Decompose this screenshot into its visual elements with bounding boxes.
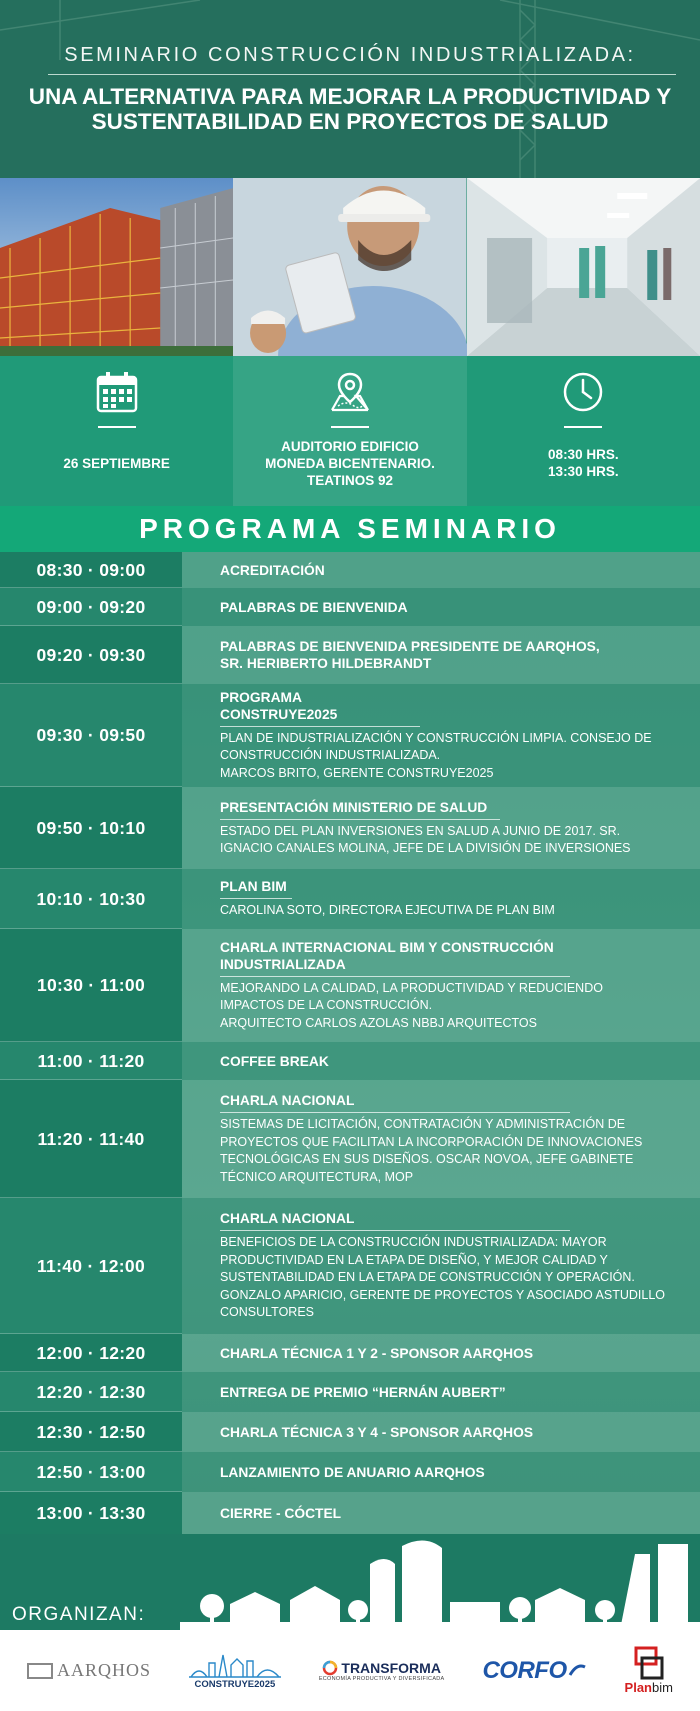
schedule-time: 12:30 · 12:50: [0, 1412, 182, 1452]
event-time-cell: [467, 356, 700, 506]
organizers-label: ORGANIZAN:: [12, 1604, 146, 1625]
calendar-icon: [95, 370, 139, 414]
event-venue-cell: [233, 356, 466, 506]
schedule-row: [0, 1198, 700, 1334]
schedule-description: BENEFICIOS DE LA CONSTRUCCIÓN INDUSTRIALIZADA: MAYOR PRODUCTIVIDAD EN LA ETAPA DE DISEÑO, Y MEJOR CALIDAD Y SUSTENTABILIDAD EN LA ETAPA DE CONSTRUCCIÓN Y OPERACIÓN. GONZALO APARICIO, GERENTE DE PROYECTOS Y ASOCIADO ASTUDILLO CONSULTORES: [220, 1235, 666, 1320]
schedule-description: ESTADO DEL PLAN INVERSIONES EN SALUD A JUNIO DE 2017. SR. IGNACIO CANALES MOLINA, JEFE DE LA DIVISIÓN DE INVERSIONES: [220, 823, 631, 855]
corfo-logo: CORFO: [482, 1657, 586, 1685]
clock-icon: [561, 370, 605, 414]
transforma-logo: TRANSFORMA ECONOMÍA PRODUCTIVA Y DIVERSIFICADA: [318, 1659, 445, 1682]
hospital-corridor-photo: [467, 178, 700, 356]
seminar-kicker: SEMINARIO CONSTRUCCIÓN INDUSTRIALIZADA:: [64, 44, 636, 66]
seminar-title-line-2: SUSTENTABILIDAD EN PROYECTOS DE SALUD: [91, 109, 609, 134]
schedule-time: 12:50 · 13:00: [0, 1452, 182, 1492]
schedule-description: PLAN DE INDUSTRIALIZACIÓN Y CONSTRUCCIÓN LIMPIA. CONSEJO DE CONSTRUCCIÓN INDUSTRIALIZADA. MARCOS BRITO, GERENTE CONSTRUYE2025: [220, 730, 652, 780]
aarqhos-mark-icon: [27, 1663, 53, 1679]
schedule-row: [0, 684, 700, 787]
schedule-time: 11:40 · 12:00: [0, 1198, 182, 1334]
program-title: PROGRAMA SEMINARIO: [0, 506, 700, 552]
planbim-mark-icon: [633, 1646, 665, 1680]
schedule-title: LANZAMIENTO DE ANUARIO AARQHOS: [220, 1464, 485, 1480]
construye2025-logo: CONSTRUYE2025: [189, 1651, 281, 1690]
schedule-row: [0, 869, 700, 929]
schedule-title: PALABRAS DE BIENVENIDA: [220, 599, 408, 615]
planbim-logo: Planbim: [625, 1646, 673, 1695]
schedule-time: 09:30 · 09:50: [0, 684, 182, 787]
schedule-description: MEJORANDO LA CALIDAD, LA PRODUCTIVIDAD Y REDUCIENDO IMPACTOS DE LA CONSTRUCCIÓN. ARQUITECTO CARLOS AZOLAS NBBJ ARQUITECTOS: [220, 980, 603, 1030]
schedule-title: COFFEE BREAK: [220, 1053, 329, 1069]
date-divider: [98, 426, 136, 428]
event-info-bar: [0, 356, 700, 506]
schedule-title: ENTREGA DE PREMIO “HERNÁN AUBERT”: [220, 1384, 506, 1400]
schedule-row: [0, 787, 700, 869]
schedule-title: CHARLA TÉCNICA 3 Y 4 - SPONSOR AARQHOS: [220, 1424, 534, 1440]
start-time: 08:30 HRS.: [548, 447, 619, 462]
schedule-title: ACREDITACIÓN: [220, 562, 325, 578]
schedule-title: CHARLA NACIONAL: [220, 1092, 570, 1113]
aarqhos-logo: AARQHOS: [27, 1660, 151, 1681]
corfo-swoosh-icon: [567, 1661, 587, 1681]
schedule-title: PALABRAS DE BIENVENIDA PRESIDENTE DE AARQHOS,: [220, 639, 600, 654]
engineer-with-tablet-photo: [233, 178, 466, 356]
venue-divider: [331, 426, 369, 428]
map-pin-icon: [328, 370, 372, 414]
schedule-row: [0, 1080, 700, 1198]
schedule-row: [0, 1412, 700, 1452]
schedule-time: 11:20 · 11:40: [0, 1080, 182, 1198]
header-divider: [48, 74, 676, 75]
schedule-title: CHARLA NACIONAL: [220, 1210, 570, 1231]
schedule-row: [0, 588, 700, 626]
organizer-logos: [0, 1630, 700, 1711]
venue-line-3: TEATINOS 92: [306, 473, 393, 488]
schedule-row: [0, 1334, 700, 1372]
schedule-title: PLAN BIM: [220, 878, 292, 899]
schedule-row: [0, 626, 700, 684]
schedule-title: CHARLA TÉCNICA 1 Y 2 - SPONSOR AARQHOS: [220, 1345, 534, 1361]
schedule-title: CIERRE - CÓCTEL: [220, 1505, 342, 1521]
schedule-row: [0, 929, 700, 1042]
end-time: 13:30 HRS.: [548, 464, 619, 479]
schedule-description: SISTEMAS DE LICITACIÓN, CONTRATACIÓN Y ADMINISTRACIÓN DE PROYECTOS QUE FACILITAN LA INCORPORACIÓN DE INNOVACIONES TECNOLÓGICAS EN SUS DISEÑOS. OSCAR NOVOA, JEFE GABINETE TÉCNICO ARQUITECTURA, MOP: [220, 1117, 643, 1184]
transforma-ring-icon: [322, 1660, 338, 1676]
venue-line-2: MONEDA BICENTENARIO.: [265, 456, 435, 471]
event-venue: [237, 438, 462, 489]
schedule-time: 09:00 · 09:20: [0, 588, 182, 626]
program-schedule: [0, 552, 700, 1534]
schedule-row: [0, 1372, 700, 1412]
schedule-row: [0, 1492, 700, 1534]
event-date-cell: [0, 356, 233, 506]
building-structure-photo: [0, 178, 233, 356]
organizers-area: [0, 1534, 700, 1630]
schedule-time: 09:50 · 10:10: [0, 787, 182, 869]
schedule-description: CAROLINA SOTO, DIRECTORA EJECUTIVA DE PLAN BIM: [220, 903, 555, 918]
schedule-time: 12:20 · 12:30: [0, 1372, 182, 1412]
city-skyline-illustration: [180, 1534, 700, 1630]
schedule-time: 09:20 · 09:30: [0, 626, 182, 684]
schedule-time: 10:10 · 10:30: [0, 869, 182, 929]
schedule-time: 13:00 · 13:30: [0, 1492, 182, 1534]
event-time: [471, 446, 696, 480]
header: [0, 0, 700, 178]
time-divider: [564, 426, 602, 428]
seminar-title-line-1: UNA ALTERNATIVA PARA MEJORAR LA PRODUCTIVIDAD Y: [28, 84, 672, 109]
schedule-time: 10:30 · 11:00: [0, 929, 182, 1042]
schedule-time: 08:30 · 09:00: [0, 552, 182, 588]
schedule-row: [0, 1042, 700, 1080]
schedule-title: PRESENTACIÓN MINISTERIO DE SALUD: [220, 799, 500, 820]
photo-strip: [0, 178, 700, 356]
schedule-title: PROGRAMA CONSTRUYE2025: [220, 689, 420, 727]
schedule-time: 12:00 · 12:20: [0, 1334, 182, 1372]
seminar-title: [10, 84, 690, 134]
schedule-title: CHARLA INTERNACIONAL BIM Y CONSTRUCCIÓN: [220, 939, 554, 955]
schedule-title-line-2: SR. HERIBERTO HILDEBRANDT: [220, 656, 432, 671]
schedule-row: [0, 1452, 700, 1492]
schedule-time: 11:00 · 11:20: [0, 1042, 182, 1080]
event-date: 26 SEPTIEMBRE: [63, 456, 170, 471]
venue-line-1: AUDITORIO EDIFICIO: [281, 439, 419, 454]
schedule-row: [0, 552, 700, 588]
schedule-title-line-2: INDUSTRIALIZADA: [220, 956, 570, 977]
construye-skyline-icon: [189, 1651, 281, 1679]
